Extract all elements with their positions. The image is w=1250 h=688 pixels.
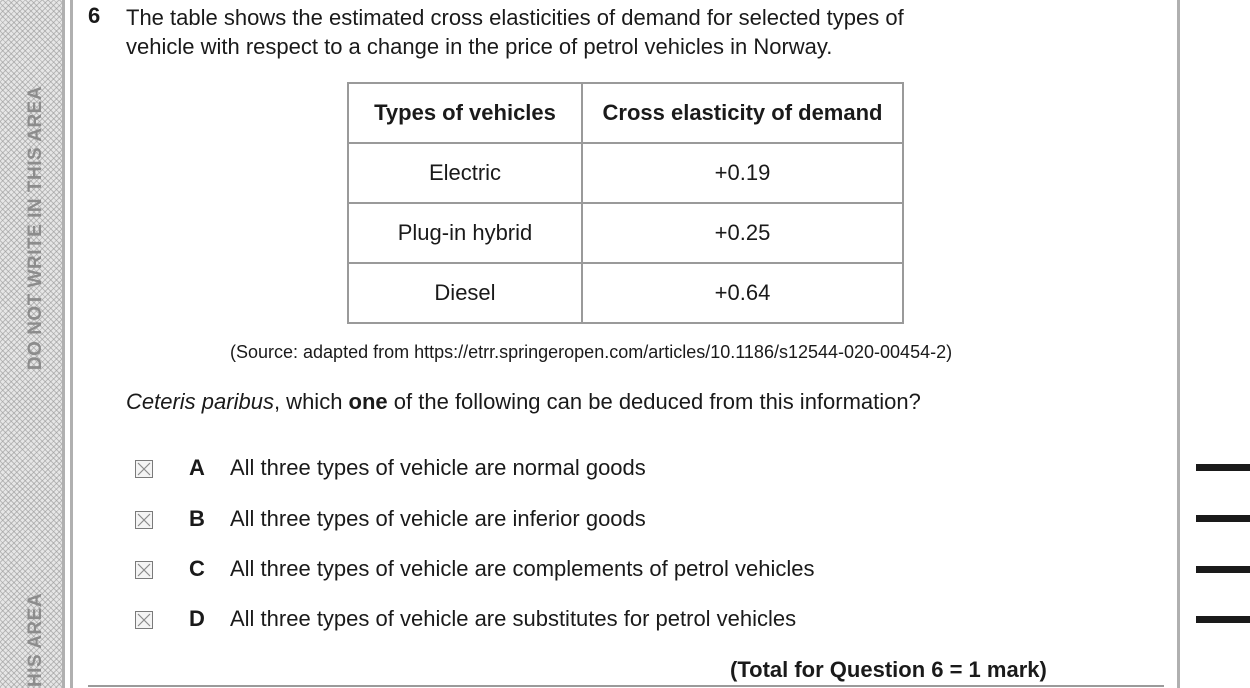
question-stem bbox=[126, 3, 1026, 61]
option-text: All three types of vehicle are inferior goods bbox=[230, 506, 646, 531]
question-stem-line: vehicle with respect to a change in the price of petrol vehicles in Norway. bbox=[126, 34, 833, 59]
answer-checkbox[interactable] bbox=[135, 460, 153, 478]
table-cell: Electric bbox=[348, 143, 582, 203]
cross-icon bbox=[136, 612, 152, 628]
cross-icon bbox=[136, 562, 152, 578]
table-cell: +0.25 bbox=[582, 203, 903, 263]
margin-warning-text-partial: HIS AREA bbox=[25, 592, 46, 688]
question-total: (Total for Question 6 = 1 mark) bbox=[730, 657, 1047, 682]
margin-divider bbox=[70, 0, 73, 688]
option-text: All three types of vehicle are substitutes for petrol vehicles bbox=[230, 606, 797, 631]
question-prompt bbox=[126, 389, 921, 415]
option-letter: A bbox=[189, 455, 205, 480]
table-cell: Diesel bbox=[348, 263, 582, 323]
table-header: Cross elasticity of demand bbox=[582, 83, 903, 143]
source-citation: (Source: adapted from https://etrr.springeropen.com/articles/10.1186/s12544-020-00454-2) bbox=[230, 342, 953, 362]
margin-divider bbox=[62, 0, 65, 688]
prompt-text: , which bbox=[273, 389, 349, 414]
elasticity-table bbox=[347, 82, 904, 324]
table-row bbox=[348, 263, 903, 323]
table-header-row bbox=[348, 83, 903, 143]
cross-icon bbox=[136, 461, 152, 477]
table-cell: +0.19 bbox=[582, 143, 903, 203]
prompt-bold: one bbox=[348, 389, 388, 414]
answer-checkbox[interactable] bbox=[135, 561, 153, 579]
table-cell: Plug-in hybrid bbox=[348, 203, 582, 263]
prompt-italic: Ceteris paribus bbox=[126, 389, 274, 414]
prompt-text: of the following can be deduced from this information? bbox=[387, 389, 921, 414]
question-stem-line: The table shows the estimated cross elasticities of demand for selected types of bbox=[126, 5, 904, 30]
bottom-rule bbox=[88, 685, 1164, 687]
registration-mark bbox=[1196, 464, 1250, 471]
table-cell: +0.64 bbox=[582, 263, 903, 323]
question-number: 6 bbox=[88, 3, 101, 28]
margin-warning-text: DO NOT WRITE IN THIS AREA bbox=[25, 85, 46, 371]
option-letter: B bbox=[189, 506, 205, 531]
registration-mark bbox=[1196, 515, 1250, 522]
table-row bbox=[348, 143, 903, 203]
option-letter: D bbox=[189, 606, 205, 631]
registration-mark bbox=[1196, 566, 1250, 573]
option-letter: C bbox=[189, 556, 205, 581]
option-text: All three types of vehicle are complements of petrol vehicles bbox=[230, 556, 815, 581]
option-text: All three types of vehicle are normal goods bbox=[230, 455, 646, 480]
answer-checkbox[interactable] bbox=[135, 611, 153, 629]
answer-checkbox[interactable] bbox=[135, 511, 153, 529]
table-header: Types of vehicles bbox=[348, 83, 582, 143]
cross-icon bbox=[136, 512, 152, 528]
registration-mark bbox=[1196, 616, 1250, 623]
table-row bbox=[348, 203, 903, 263]
right-page-border bbox=[1177, 0, 1180, 688]
